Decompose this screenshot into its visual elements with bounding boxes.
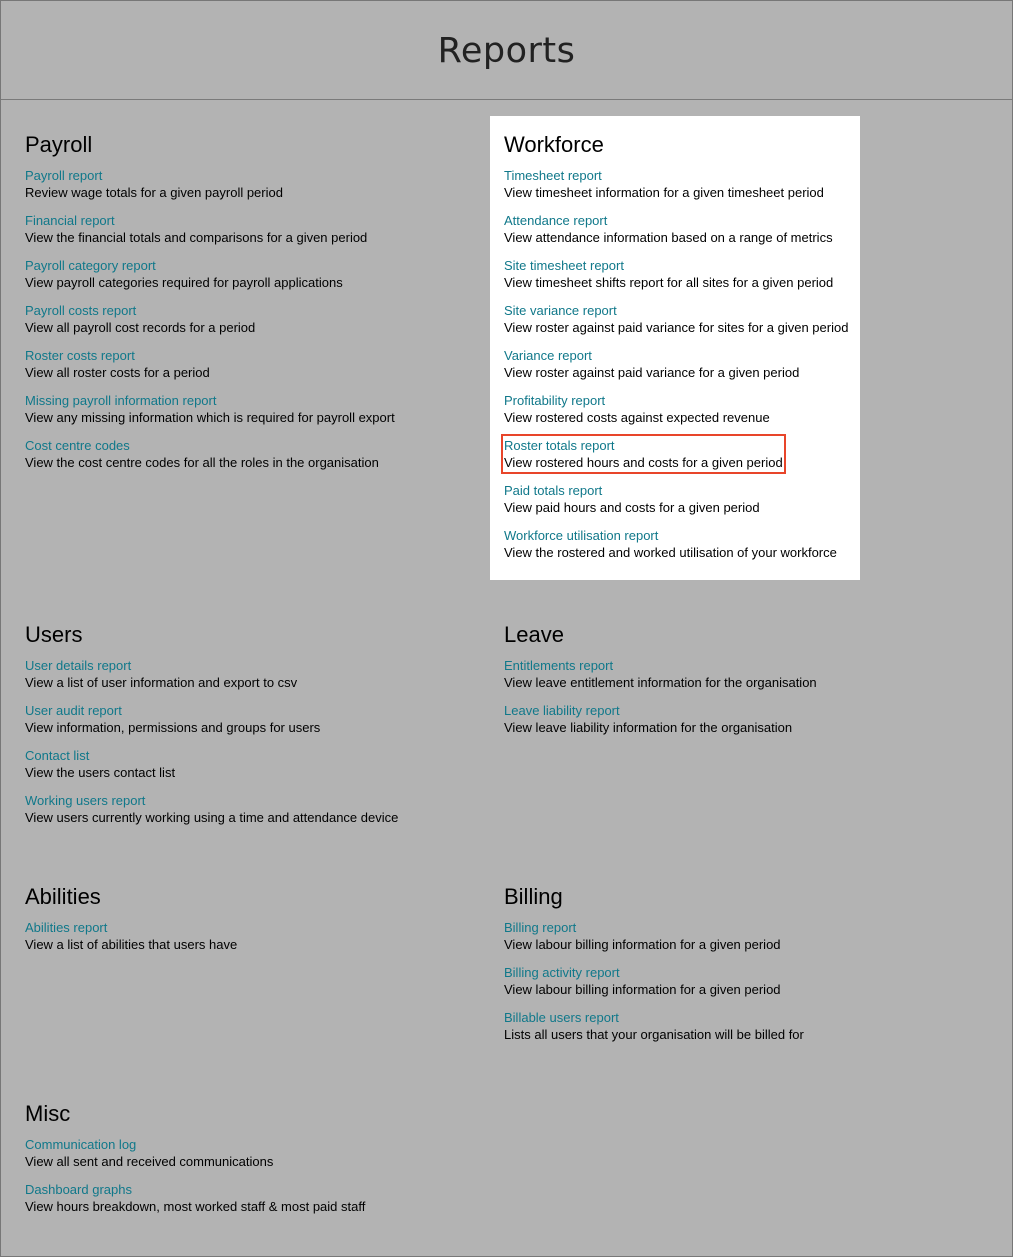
desc-cost-centre-codes: View the cost centre codes for all the roles in the organisation	[25, 455, 379, 470]
desc-dashboard-graphs: View hours breakdown, most worked staff & most paid staff	[25, 1199, 366, 1214]
desc-billing-activity-report: View labour billing information for a given period	[504, 982, 781, 997]
link-paid-totals-report[interactable]: Paid totals report	[504, 483, 603, 498]
link-entitlements-report[interactable]: Entitlements report	[504, 658, 614, 673]
link-payroll-costs-report[interactable]: Payroll costs report	[25, 303, 137, 318]
link-variance-report[interactable]: Variance report	[504, 348, 592, 363]
desc-roster-costs-report: View all roster costs for a period	[25, 365, 210, 380]
link-dashboard-graphs[interactable]: Dashboard graphs	[25, 1182, 132, 1197]
section-title-misc: Misc	[25, 1101, 71, 1126]
report-item-missing-payroll-information-report	[25, 392, 395, 426]
section-title-leave: Leave	[504, 622, 564, 647]
section-misc	[25, 1101, 495, 1226]
section-abilities	[25, 884, 495, 964]
link-billable-users-report[interactable]: Billable users report	[504, 1010, 619, 1025]
desc-payroll-category-report: View payroll categories required for payroll applications	[25, 275, 343, 290]
link-cost-centre-codes[interactable]: Cost centre codes	[25, 438, 130, 453]
section-workforce	[490, 116, 860, 580]
report-item-user-details-report	[25, 657, 297, 691]
desc-financial-report: View the financial totals and comparisons for a given period	[25, 230, 368, 245]
section-billing	[504, 884, 974, 1054]
report-item-financial-report	[25, 212, 367, 246]
section-title-billing: Billing	[504, 884, 563, 909]
report-item-entitlements-report	[504, 657, 817, 691]
link-workforce-utilisation-report[interactable]: Workforce utilisation report	[504, 528, 659, 543]
desc-billing-report: View labour billing information for a given period	[504, 937, 781, 952]
report-item-working-users-report	[25, 792, 398, 826]
report-item-site-variance-report	[504, 302, 848, 336]
section-leave	[504, 622, 974, 747]
desc-site-timesheet-report: View timesheet shifts report for all sites for a given period	[504, 275, 834, 290]
report-item-billing-report	[504, 919, 781, 953]
link-leave-liability-report[interactable]: Leave liability report	[504, 703, 620, 718]
report-item-cost-centre-codes	[25, 437, 379, 471]
desc-contact-list: View the users contact list	[25, 765, 176, 780]
report-item-user-audit-report	[25, 702, 320, 736]
report-item-payroll-costs-report	[25, 302, 255, 336]
desc-workforce-utilisation-report: View the rostered and worked utilisation of your workforce	[504, 545, 837, 560]
link-attendance-report[interactable]: Attendance report	[504, 213, 608, 228]
link-roster-totals-report[interactable]: Roster totals report	[504, 438, 615, 453]
report-item-leave-liability-report	[504, 702, 792, 736]
desc-working-users-report: View users currently working using a time and attendance device	[25, 810, 399, 825]
desc-user-details-report: View a list of user information and export to csv	[25, 675, 298, 690]
report-item-variance-report	[504, 347, 799, 381]
link-working-users-report[interactable]: Working users report	[25, 793, 146, 808]
page-header	[1, 1, 1012, 100]
report-item-abilities-report	[25, 919, 237, 953]
link-contact-list[interactable]: Contact list	[25, 748, 90, 763]
report-item-communication-log	[25, 1136, 273, 1170]
report-item-workforce-utilisation-report	[504, 527, 837, 561]
report-item-timesheet-report	[504, 167, 824, 201]
desc-timesheet-report: View timesheet information for a given timesheet period	[504, 185, 824, 200]
desc-payroll-report: Review wage totals for a given payroll period	[25, 185, 283, 200]
section-title-payroll: Payroll	[25, 132, 93, 157]
link-site-variance-report[interactable]: Site variance report	[504, 303, 617, 318]
link-user-audit-report[interactable]: User audit report	[25, 703, 122, 718]
section-title-workforce: Workforce	[504, 132, 604, 157]
link-payroll-category-report[interactable]: Payroll category report	[25, 258, 156, 273]
report-item-roster-totals-report	[504, 437, 783, 471]
link-abilities-report[interactable]: Abilities report	[25, 920, 108, 935]
link-timesheet-report[interactable]: Timesheet report	[504, 168, 602, 183]
link-site-timesheet-report[interactable]: Site timesheet report	[504, 258, 624, 273]
page-title: Reports	[437, 30, 576, 71]
desc-paid-totals-report: View paid hours and costs for a given period	[504, 500, 760, 515]
report-item-dashboard-graphs	[25, 1181, 365, 1215]
section-payroll	[25, 132, 495, 482]
desc-communication-log: View all sent and received communications	[25, 1154, 274, 1169]
report-item-attendance-report	[504, 212, 833, 246]
link-financial-report[interactable]: Financial report	[25, 213, 115, 228]
section-title-users: Users	[25, 622, 83, 647]
link-roster-costs-report[interactable]: Roster costs report	[25, 348, 135, 363]
desc-missing-payroll-information-report: View any missing information which is required for payroll export	[25, 410, 395, 425]
report-item-contact-list	[25, 747, 175, 781]
desc-entitlements-report: View leave entitlement information for the organisation	[504, 675, 817, 690]
report-item-profitability-report	[504, 392, 770, 426]
report-item-billing-activity-report	[504, 964, 781, 998]
desc-roster-totals-report: View rostered hours and costs for a given period	[504, 455, 783, 470]
section-users	[25, 622, 495, 837]
link-missing-payroll-information-report[interactable]: Missing payroll information report	[25, 393, 217, 408]
desc-user-audit-report: View information, permissions and groups for users	[25, 720, 321, 735]
section-title-abilities: Abilities	[25, 884, 101, 909]
desc-site-variance-report: View roster against paid variance for sites for a given period	[504, 320, 849, 335]
link-communication-log[interactable]: Communication log	[25, 1137, 137, 1152]
link-billing-report[interactable]: Billing report	[504, 920, 577, 935]
report-item-billable-users-report	[504, 1009, 804, 1043]
report-item-paid-totals-report	[504, 482, 760, 516]
desc-payroll-costs-report: View all payroll cost records for a period	[25, 320, 256, 335]
link-billing-activity-report[interactable]: Billing activity report	[504, 965, 620, 980]
link-profitability-report[interactable]: Profitability report	[504, 393, 606, 408]
report-item-payroll-report	[25, 167, 283, 201]
link-payroll-report[interactable]: Payroll report	[25, 168, 103, 183]
report-item-payroll-category-report	[25, 257, 343, 291]
desc-variance-report: View roster against paid variance for a given period	[504, 365, 800, 380]
link-user-details-report[interactable]: User details report	[25, 658, 132, 673]
desc-billable-users-report: Lists all users that your organisation will be billed for	[504, 1027, 804, 1042]
desc-abilities-report: View a list of abilities that users have	[25, 937, 238, 952]
desc-attendance-report: View attendance information based on a range of metrics	[504, 230, 833, 245]
report-item-site-timesheet-report	[504, 257, 833, 291]
desc-profitability-report: View rostered costs against expected revenue	[504, 410, 770, 425]
report-item-roster-costs-report	[25, 347, 210, 381]
desc-leave-liability-report: View leave liability information for the organisation	[504, 720, 793, 735]
